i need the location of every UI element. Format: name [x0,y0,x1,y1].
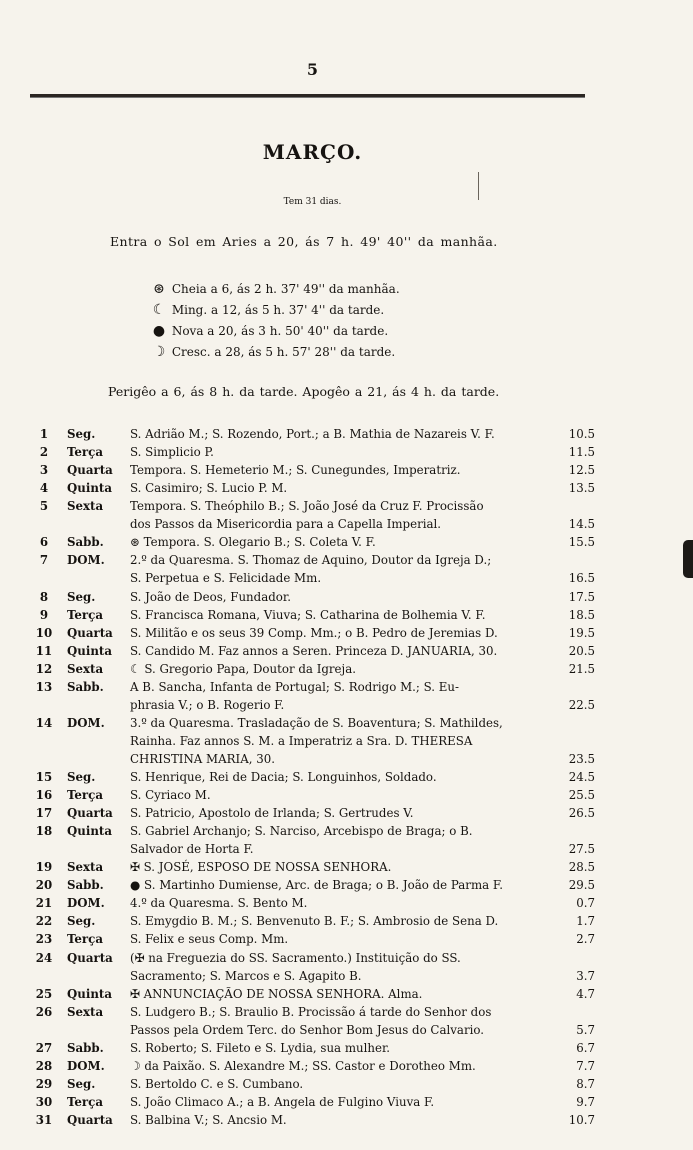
calendar-row [0,823,693,841]
weekday: DOM. [67,553,105,568]
weekday: Terça [67,445,103,460]
day-number: 23 [35,932,53,947]
tide-hour: 9.7 [576,1094,595,1109]
weekday: Seg. [67,1076,96,1091]
calendar-row [0,950,693,968]
weekday: Terça [67,932,103,947]
calendar-row [0,552,693,570]
day-number: 17 [35,806,53,820]
tide-hour: 19.5 [568,625,595,640]
calendar-row [0,968,693,986]
day-number: 10 [35,625,53,640]
day-number: 18 [35,824,53,839]
tide-hour: 21.5 [568,661,595,676]
tide-hour: 18.5 [568,607,595,622]
weekday: Quarta [67,1112,113,1127]
day-number: 5 [39,499,49,514]
entry-text: ⊛ Tempora. S. Olegario B.; S. Coleta V. F. [130,535,376,550]
moon-phase-text: Nova a 20, ás 3 h. 50' 40'' da tarde. [171,324,389,338]
entry-text: S. Bertoldo C. e S. Cumbano. [130,1076,304,1091]
weekday: Sabb. [67,679,104,694]
calendar-row [0,1040,693,1058]
weekday: Sabb. [67,535,104,550]
day-number: 29 [35,1076,53,1091]
entry-text: ✠ ANNUNCIAÇÃO DE NOSSA SENHORA. Alma. [130,986,423,1001]
calendar-row [0,643,693,661]
days-note: Tem 31 dias. [283,197,342,207]
tide-hour: 29.5 [568,878,595,893]
weekday: Sexta [67,1004,104,1019]
moon-phase-full [150,281,400,297]
calendar-row [0,1112,693,1130]
weekday: Sexta [67,860,104,875]
month-title: MARÇO. [262,140,363,164]
weekday: Terça [67,607,103,622]
entry-text: S. Francisca Romana, Viuva; S. Catharina de Bolhemia V. F. [130,607,486,622]
entry-text: S. Perpetua e S. Felicidade Mm. [130,571,322,586]
day-number: 15 [35,770,53,784]
weekday: Quarta [67,806,113,820]
tide-hour: 11.5 [568,445,595,460]
entry-text: Rainha. Faz annos S. M. a Imperatriz a Sra. D. THERESA [130,733,473,748]
tide-hour: 20.5 [568,643,595,658]
moon-phase-text: Ming. a 12, ás 5 h. 37' 4'' da tarde. [171,303,385,317]
calendar-row [0,986,693,1004]
entry-text: S. João Climaco A.; a B. Angela de Fulgino Viuva F. [130,1094,435,1109]
weekday: Sabb. [67,878,104,893]
entry-text: 2.º da Quaresma. S. Thomaz de Aquino, Doutor da Igreja D.; [130,553,492,568]
entry-text: Sacramento; S. Marcos e S. Agapito B. [130,968,362,983]
tide-hour: 4.7 [576,986,595,1001]
weekday: DOM. [67,896,105,911]
page-edge-mark [683,540,693,578]
weekday: Seg. [67,914,96,929]
weekday: Seg. [67,770,96,784]
day-number: 19 [35,860,53,875]
tide-hour: 0.7 [576,896,595,911]
entry-text: A B. Sancha, Infanta de Portugal; S. Rodrigo M.; S. Eu- [130,679,459,694]
entry-text: S. João de Deos, Fundador. [130,589,291,604]
entry-text: S. Henrique, Rei de Dacia; S. Longuinhos, Soldado. [130,770,437,784]
entry-text: S. Candido M. Faz annos a Seren. Princeza D. JANUARIA, 30. [130,643,498,658]
day-number: 16 [35,788,53,802]
tide-hour: 17.5 [568,589,595,604]
entry-text: S. Cyriaco M. [130,788,211,802]
day-number: 12 [35,661,53,676]
weekday: Quinta [67,481,113,496]
calendar-row [0,1094,693,1112]
calendar-row [0,625,693,643]
entry-text: 3.º da Quaresma. Trasladação de S. Boaventura; S. Mathildes, [130,715,503,730]
day-number: 9 [39,607,49,622]
entry-text: S. Patricio, Apostolo de Irlanda; S. Gertrudes V. [130,806,414,820]
entry-text: dos Passos da Misericordia para a Capella Imperial. [130,517,442,532]
day-number: 14 [35,715,53,730]
calendar-row [0,1076,693,1094]
calendar-row [0,931,693,949]
calendar-row [0,895,693,913]
page-number: 5 [306,60,319,79]
moon-phase-text: Cheia a 6, ás 2 h. 37' 49'' da manhãa. [171,282,400,296]
calendar-row [0,769,693,787]
entry-text: S. Felix e seus Comp. Mm. [130,932,289,947]
day-number: 8 [39,589,49,604]
weekday: Seg. [67,589,96,604]
tide-hour: 7.7 [576,1058,595,1073]
calendar-row [0,607,693,625]
tide-hour: 12.5 [568,463,595,478]
tide-hour: 1.7 [576,914,595,929]
moon-phase-waxing [150,344,395,360]
entry-text: CHRISTINA MARIA, 30. [130,751,275,766]
weekday: Quarta [67,463,113,478]
calendar-row [0,1058,693,1076]
calendar-row [0,498,693,516]
calendar-row [0,733,693,751]
day-number: 24 [35,950,53,965]
entry-text: S. Adrião M.; S. Rozendo, Port.; a B. Mathia de Nazareis V. F. [130,427,495,441]
weekday: DOM. [67,715,105,730]
tide-hour: 14.5 [568,517,595,532]
entry-text: S. Ludgero B.; S. Braulio B. Procissão á tarde do Senhor dos [130,1004,492,1019]
calendar-row [0,913,693,931]
weekday: Seg. [67,427,96,441]
tide-hour: 10.7 [568,1112,595,1127]
entry-text: S. Balbina V.; S. Ancsio M. [130,1112,287,1127]
day-number: 11 [35,643,53,658]
entry-text: S. Roberto; S. Fileto e S. Lydia, sua mulher. [130,1040,391,1055]
tide-hour: 6.7 [576,1040,595,1055]
calendar-row [0,480,693,498]
calendar-row [0,462,693,480]
day-number: 31 [35,1112,53,1127]
entry-text: S. Gabriel Archanjo; S. Narciso, Arcebispo de Braga; o B. [130,824,473,839]
calendar-row [0,426,693,444]
day-number: 28 [35,1058,53,1073]
calendar-row [0,516,693,534]
tide-hour: 26.5 [568,806,595,820]
new-moon-icon: ● [152,323,166,339]
tide-hour: 10.5 [568,427,595,441]
weekday: DOM. [67,1058,105,1073]
calendar-row [0,589,693,607]
day-number: 2 [39,445,49,460]
day-number: 20 [35,878,53,893]
entry-text: Salvador de Horta F. [130,842,254,857]
day-number: 25 [35,986,53,1001]
tide-hour: 28.5 [568,860,595,875]
day-number: 22 [35,914,53,929]
calendar-row [0,1004,693,1022]
tide-hour: 25.5 [568,788,595,802]
calendar-row [0,805,693,823]
day-number: 6 [39,535,49,550]
tide-hour: 16.5 [568,571,595,586]
tide-hour: 5.7 [576,1022,595,1037]
weekday: Terça [67,788,103,802]
weekday: Sabb. [67,1040,104,1055]
margin-mark [478,172,479,200]
calendar-row [0,697,693,715]
waning-moon-icon: ☾ [152,302,166,318]
entry-text: ● S. Martinho Dumiense, Arc. de Braga; o B. João de Parma F. [130,878,504,893]
calendar-row [0,751,693,769]
tide-hour: 22.5 [568,697,595,712]
tide-hour: 27.5 [568,842,595,857]
perigee-apogee-line: Perigêo a 6, ás 8 h. da tarde. Apogêo a 21, ás 4 h. da tarde. [108,384,500,399]
entry-text: Tempora. S. Theóphilo B.; S. João José da Cruz F. Procissão [130,499,484,514]
calendar-row [0,534,693,552]
day-number: 26 [35,1004,53,1019]
weekday: Sexta [67,499,104,514]
moon-phase-new [150,323,388,339]
entry-text: phrasia V.; o B. Rogerio F. [130,697,285,712]
calendar-row [0,444,693,462]
calendar-row [0,715,693,733]
weekday: Quinta [67,824,113,839]
tide-hour: 13.5 [568,481,595,496]
calendar-row [0,1022,693,1040]
tide-hour: 15.5 [568,535,595,550]
tide-hour: 24.5 [568,770,595,784]
entry-text: Passos pela Ordem Terc. do Senhor Bom Jesus do Calvario. [130,1022,485,1037]
calendar-row [0,787,693,805]
entry-text: S. Militão e os seus 39 Comp. Mm.; o B. Pedro de Jeremias D. [130,625,498,640]
waxing-moon-icon: ☽ [152,344,166,360]
entry-text: ☾ S. Gregorio Papa, Doutor da Igreja. [130,661,356,676]
day-number: 4 [39,481,49,496]
day-number: 1 [39,427,49,441]
day-number: 21 [35,896,53,911]
entry-text: S. Simplicio P. [130,445,214,460]
weekday: Quinta [67,986,113,1001]
full-moon-icon: ⊛ [153,281,165,297]
calendar-row [0,859,693,877]
tide-hour: 8.7 [576,1076,595,1091]
calendar-row [0,661,693,679]
entry-text: ☽ da Paixão. S. Alexandre M.; SS. Castor e Dorotheo Mm. [130,1058,476,1073]
calendar-row [0,570,693,588]
entry-text: 4.º da Quaresma. S. Bento M. [130,896,308,911]
entry-text: S. Emygdio B. M.; S. Benvenuto B. F.; S. Ambrosio de Sena D. [130,914,499,929]
header-rule [30,94,585,98]
entry-text: ✠ S. JOSÉ, ESPOSO DE NOSSA SENHORA. [130,860,392,875]
weekday: Sexta [67,661,104,676]
sun-entry-line: Entra o Sol em Aries a 20, ás 7 h. 49' 40'' da manhãa. [110,234,498,249]
moon-phase-waning [150,302,384,318]
weekday: Quinta [67,643,113,658]
day-number: 27 [35,1040,53,1055]
calendar-row [0,841,693,859]
tide-hour: 2.7 [576,932,595,947]
moon-phase-text: Cresc. a 28, ás 5 h. 57' 28'' da tarde. [171,345,396,359]
weekday: Quarta [67,950,113,965]
day-number: 13 [35,679,53,694]
entry-text: Tempora. S. Hemeterio M.; S. Cunegundes, Imperatriz. [130,463,461,478]
entry-text: (✠ na Freguezia do SS. Sacramento.) Instituição do SS. [130,950,461,965]
weekday: Terça [67,1094,103,1109]
day-number: 30 [35,1094,53,1109]
calendar-row [0,877,693,895]
day-number: 3 [39,463,49,478]
entry-text: S. Casimiro; S. Lucio P. M. [130,481,288,496]
day-number: 7 [39,553,49,568]
weekday: Quarta [67,625,113,640]
calendar-row [0,679,693,697]
tide-hour: 3.7 [576,968,595,983]
tide-hour: 23.5 [568,751,595,766]
